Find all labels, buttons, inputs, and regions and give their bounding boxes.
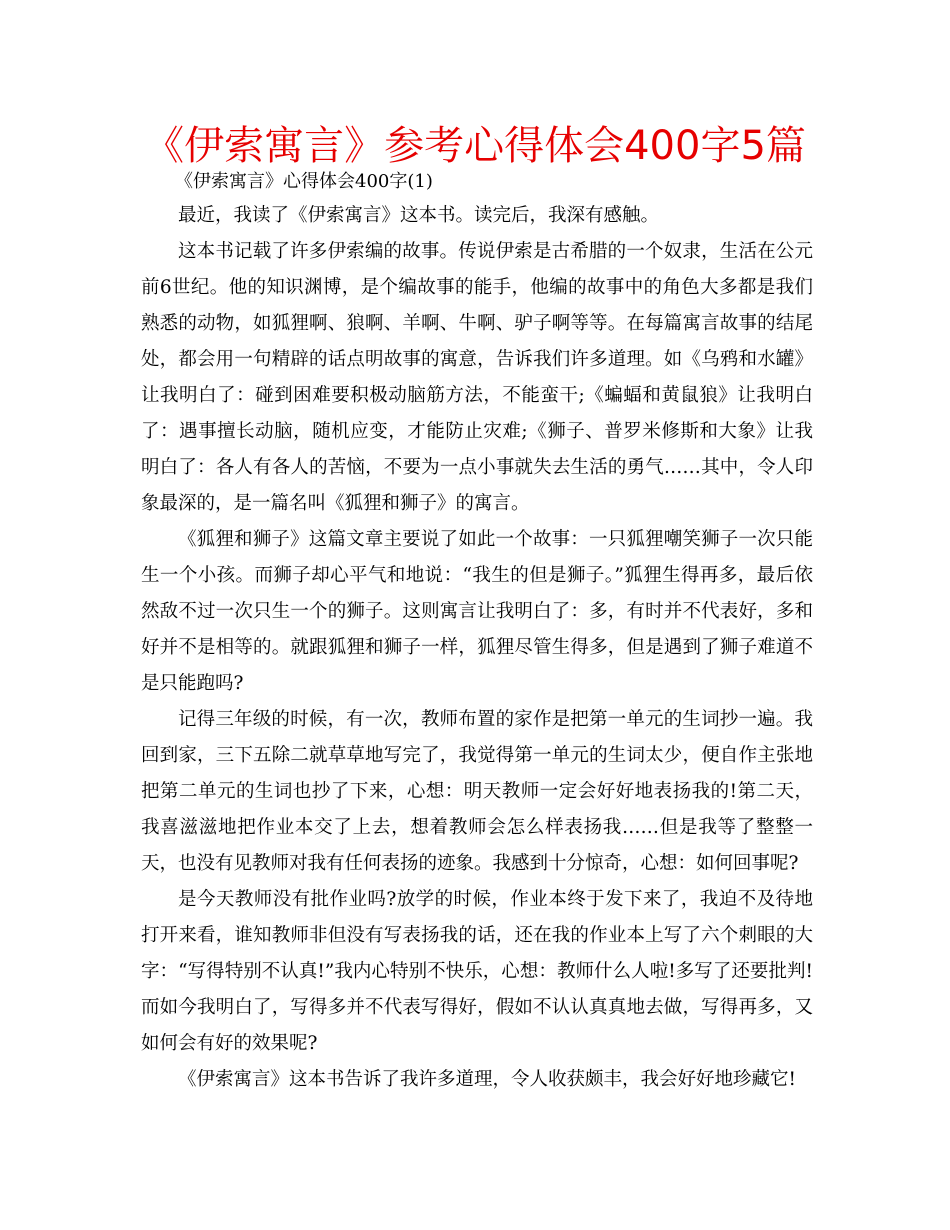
- paragraph: 《狐狸和狮子》这篇文章主要说了如此一个故事：一只狐狸嘲笑狮子一次只能生一个小孩。而狮子却心平气和地说：“我生的但是狮子。”狐狸生得再多，最后依然敌不过一次只生一个的狮子。这则寓言让我明白了：多，有时并不代表好，多和好并不是相等的。就跟狐狸和狮子一样，狐狸尽管生得多，但是遇到了狮子难道不是只能跑吗?: [141, 529, 813, 694]
- paragraph: 是今天教师没有批作业吗?放学的时候，作业本终于发下来了，我迫不及待地打开来看，谁知教师非但没有写表扬我的话，还在我的作业本上写了六个刺眼的大字：“写得特别不认真!”我内心特别不快乐，心想：教师什么人啦!多写了还要批判!而如今我明白了，写得多并不代表写得好，假如不认认真真地去做，写得再多，又如何会有好的效果呢?: [141, 889, 813, 1054]
- document-title: 《伊索寓言》参考心得体会400字5篇: [144, 123, 806, 169]
- paragraph: 《伊索寓言》这本书告诉了我许多道理，令人收获颇丰，我会好好地珍藏它!: [178, 1069, 796, 1090]
- section-heading: 《伊索寓言》心得体会400字(1): [175, 171, 433, 192]
- paragraph: 这本书记载了许多伊索编的故事。传说伊索是古希腊的一个奴隶，生活在公元前6世纪。他的知识渊博，是个编故事的能手，他编的故事中的角色大多都是我们熟悉的动物，如狐狸啊、狼啊、羊啊、牛啊、驴子啊等等。在每篇寓言故事的结尾处，都会用一句精辟的话点明故事的寓意，告诉我们许多道理。如《乌鸦和水罐》让我明白了：碰到困难要积极动脑筋方法，不能蛮干;《蝙蝠和黄鼠狼》让我明白了：遇事擅长动脑，随机应变，才能防止灾难;《狮子、普罗米修斯和大象》让我明白了：各人有各人的苦恼，不要为一点小事就失去生活的勇气……其中，令人印象最深的，是一篇名叫《狐狸和狮子》的寓言。: [141, 241, 813, 514]
- document-body: [141, 198, 813, 1098]
- paragraph: 记得三年级的时候，有一次，教师布置的家作是把第一单元的生词抄一遍。我回到家，三下五除二就草草地写完了，我觉得第一单元的生词太少，便自作主张地把第二单元的生词也抄了下来，心想：明天教师一定会好好地表扬我的!第二天，我喜滋滋地把作业本交了上去，想着教师会怎么样表扬我……但是我等了整整一天，也没有见教师对我有任何表扬的迹象。我感到十分惊奇，心想：如何回事呢?: [141, 709, 814, 874]
- paragraph: 最近，我读了《伊索寓言》这本书。读完后，我深有感触。: [178, 205, 660, 226]
